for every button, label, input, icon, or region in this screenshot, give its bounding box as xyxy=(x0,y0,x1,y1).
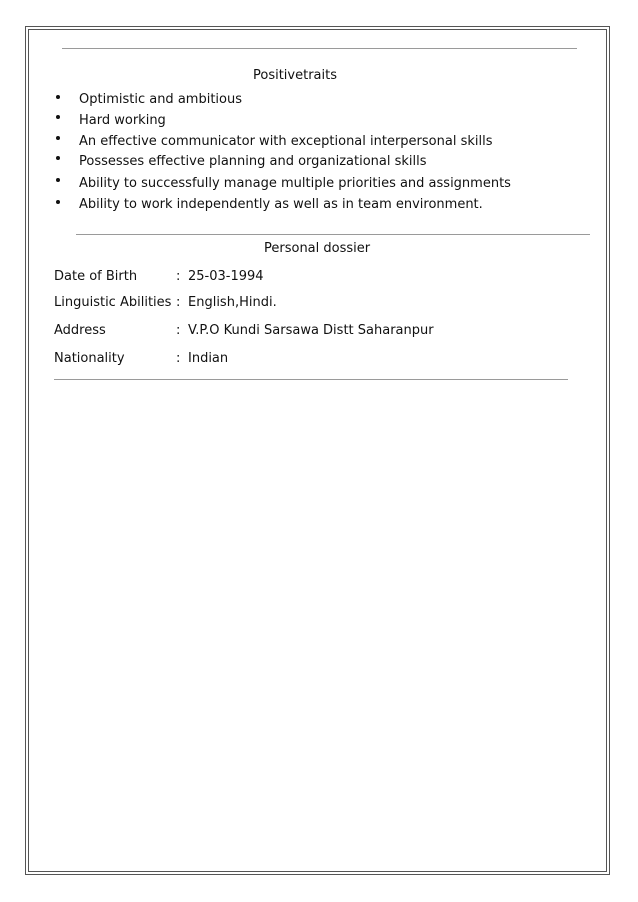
divider-middle xyxy=(76,234,590,235)
row-colon: : xyxy=(176,323,181,338)
row-label: Date of Birth xyxy=(54,269,138,284)
traits-heading: Positivetraits xyxy=(253,68,338,83)
row-value: 25-03-1994 xyxy=(188,269,264,284)
row-value: Indian xyxy=(188,351,229,366)
row-value: V.P.O Kundi Sarsawa Distt Saharanpur xyxy=(188,323,434,338)
row-colon: : xyxy=(176,269,181,284)
bullet-icon xyxy=(56,156,60,160)
row-colon: : xyxy=(176,295,181,310)
row-colon: : xyxy=(176,351,181,366)
bullet-icon xyxy=(56,115,60,119)
bullet-icon xyxy=(56,95,60,99)
row-label: Address xyxy=(54,323,106,338)
bullet-icon xyxy=(56,178,60,182)
bullet-icon xyxy=(56,136,60,140)
divider-top xyxy=(62,48,577,49)
row-label: Linguistic Abilities xyxy=(54,295,172,310)
row-value: English,Hindi. xyxy=(188,295,277,310)
divider-bottom xyxy=(54,379,568,380)
row-label: Nationality xyxy=(54,351,125,366)
dossier-heading: Personal dossier xyxy=(264,241,371,256)
bullet-icon xyxy=(56,200,60,204)
